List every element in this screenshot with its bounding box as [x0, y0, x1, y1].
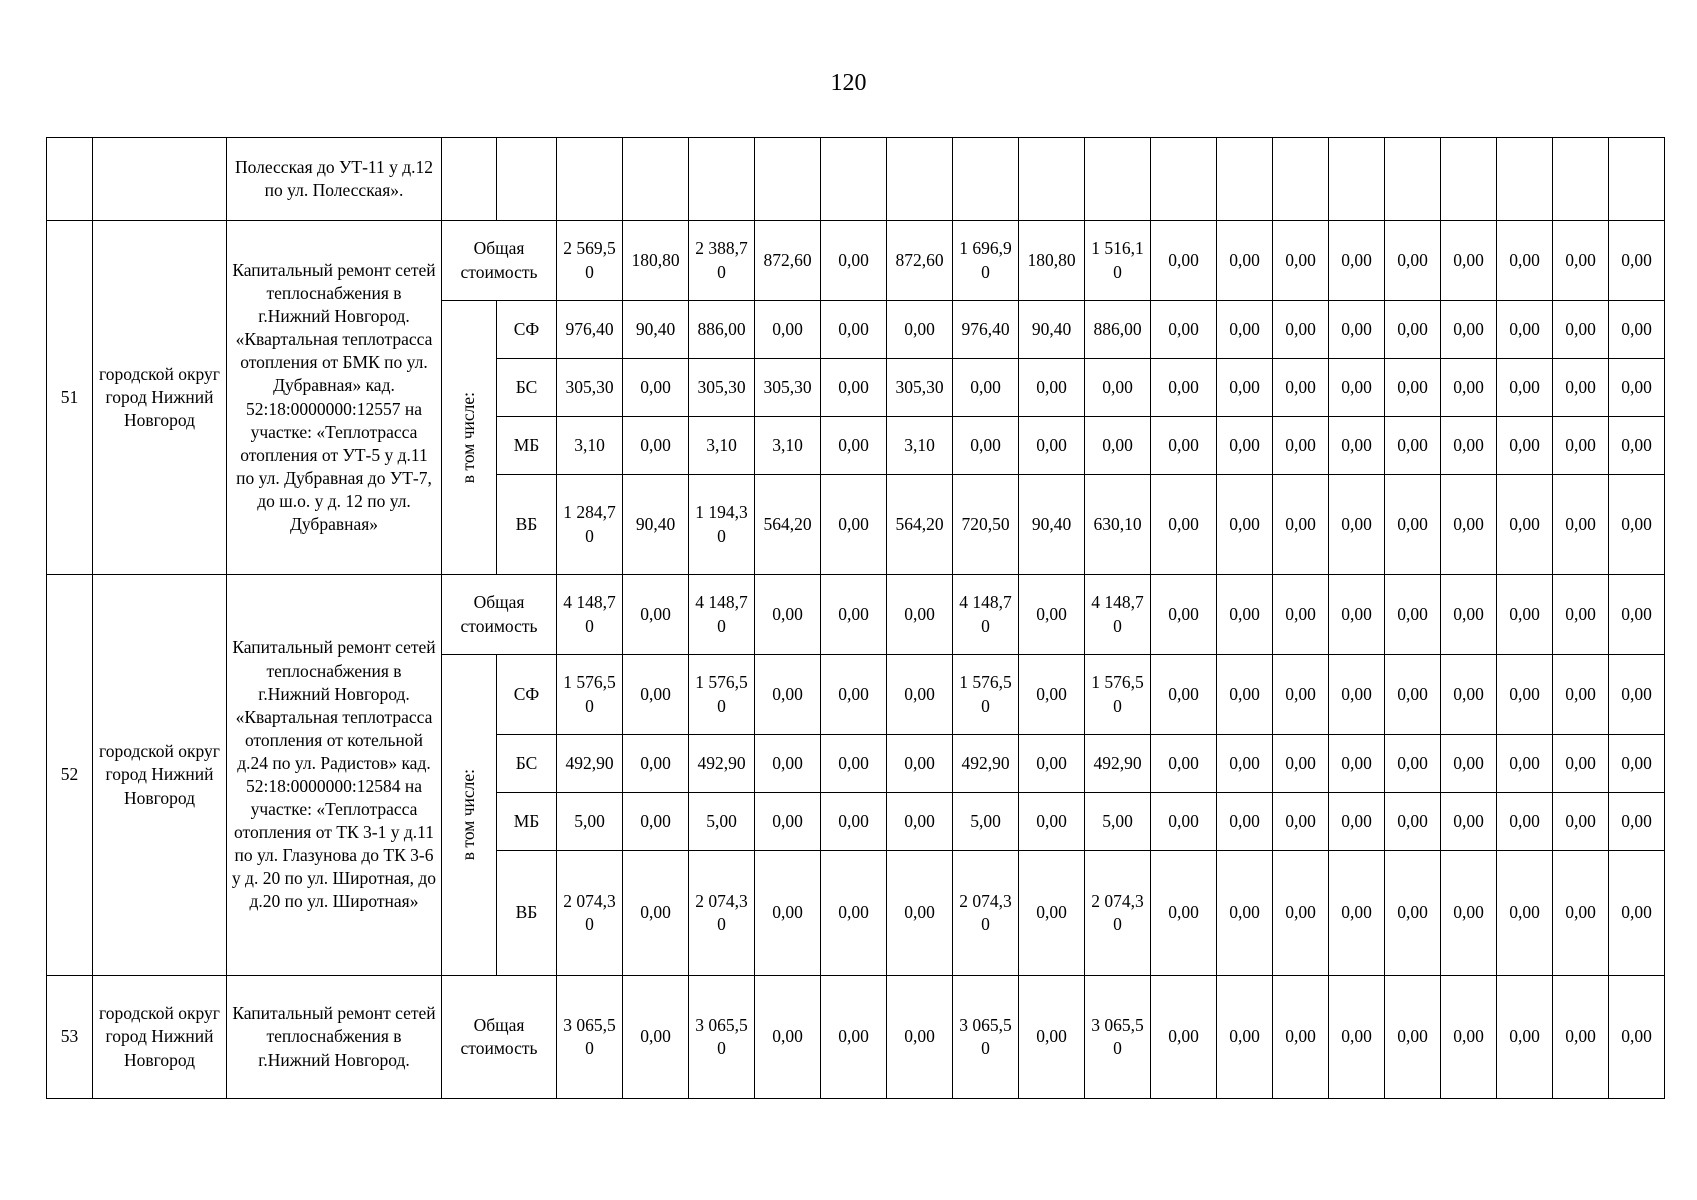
value-cell: 0,00	[821, 735, 887, 793]
value-cell: 720,50	[953, 475, 1019, 575]
value-cell: 0,00	[1217, 221, 1273, 301]
value-cell	[557, 138, 623, 221]
including-label-cell	[442, 301, 497, 575]
value-cell: 0,00	[1441, 575, 1497, 655]
value-cell: 3,10	[887, 417, 953, 475]
value-cell	[1019, 138, 1085, 221]
value-cell: 90,40	[1019, 301, 1085, 359]
value-cell: 0,00	[1385, 851, 1441, 976]
table-row	[47, 575, 1665, 655]
project-description: Капитальный ремонт сетей теплоснабжения в г.Нижний Новгород. «Квартальная теплотрасса отопления от котельной д.24 по ул. Радистов» кад. 52:18:0000000:12584 на участке: «Теплотрасса отопления от ТК 3-1 у д.11 по ул. Глазунова до ТК 3-6 у д. 20 по ул. Широтная, до д.20 по ул. Широтная»	[227, 575, 442, 976]
value-cell: 0,00	[1329, 359, 1385, 417]
value-cell: 0,00	[1329, 301, 1385, 359]
value-cell: 0,00	[1329, 851, 1385, 976]
value-cell: 5,00	[557, 793, 623, 851]
value-cell: 0,00	[1273, 575, 1329, 655]
value-cell: 1 576,50	[557, 655, 623, 735]
value-cell: 0,00	[1385, 976, 1441, 1099]
value-cell: 0,00	[1609, 655, 1665, 735]
value-cell: 0,00	[1441, 655, 1497, 735]
value-cell: 0,00	[623, 417, 689, 475]
value-cell: 0,00	[1497, 793, 1553, 851]
value-cell: 305,30	[887, 359, 953, 417]
value-cell: 0,00	[1441, 301, 1497, 359]
value-cell: 0,00	[887, 301, 953, 359]
cost-type-cell	[442, 138, 497, 221]
value-cell: 0,00	[887, 655, 953, 735]
fund-source-label: ВБ	[497, 475, 557, 575]
value-cell: 2 074,30	[689, 851, 755, 976]
value-cell: 1 576,50	[1085, 655, 1151, 735]
value-cell	[1609, 138, 1665, 221]
value-cell: 305,30	[755, 359, 821, 417]
value-cell: 0,00	[1497, 575, 1553, 655]
value-cell: 976,40	[953, 301, 1019, 359]
value-cell: 492,90	[557, 735, 623, 793]
value-cell: 0,00	[1385, 793, 1441, 851]
value-cell: 0,00	[1151, 301, 1217, 359]
value-cell: 0,00	[1273, 655, 1329, 735]
value-cell: 0,00	[623, 976, 689, 1099]
value-cell: 0,00	[1553, 735, 1609, 793]
project-description: Капитальный ремонт сетей теплоснабжения в г.Нижний Новгород.	[227, 976, 442, 1099]
value-cell: 0,00	[821, 359, 887, 417]
value-cell: 0,00	[1385, 655, 1441, 735]
value-cell: 0,00	[1151, 417, 1217, 475]
value-cell: 0,00	[1385, 359, 1441, 417]
value-cell: 0,00	[623, 359, 689, 417]
value-cell: 0,00	[755, 793, 821, 851]
value-cell	[953, 138, 1019, 221]
fund-source-label: МБ	[497, 417, 557, 475]
value-cell: 1 576,50	[689, 655, 755, 735]
including-label-cell	[442, 655, 497, 976]
value-cell: 0,00	[953, 359, 1019, 417]
value-cell: 0,00	[1553, 475, 1609, 575]
value-cell: 0,00	[1085, 417, 1151, 475]
value-cell: 0,00	[1385, 417, 1441, 475]
value-cell: 0,00	[1553, 417, 1609, 475]
fund-source-label: БС	[497, 735, 557, 793]
value-cell: 0,00	[623, 793, 689, 851]
value-cell: 0,00	[1497, 655, 1553, 735]
value-cell: 0,00	[1329, 417, 1385, 475]
value-cell: 0,00	[1151, 359, 1217, 417]
value-cell: 564,20	[887, 475, 953, 575]
value-cell: 0,00	[1385, 735, 1441, 793]
value-cell: 872,60	[755, 221, 821, 301]
value-cell: 0,00	[887, 793, 953, 851]
value-cell: 3,10	[689, 417, 755, 475]
value-cell: 0,00	[755, 655, 821, 735]
value-cell: 0,00	[1497, 359, 1553, 417]
value-cell: 4 148,70	[557, 575, 623, 655]
value-cell: 0,00	[1609, 976, 1665, 1099]
value-cell: 0,00	[1217, 793, 1273, 851]
value-cell: 492,90	[953, 735, 1019, 793]
value-cell: 630,10	[1085, 475, 1151, 575]
value-cell: 0,00	[1497, 976, 1553, 1099]
value-cell: 1 696,90	[953, 221, 1019, 301]
value-cell: 0,00	[1273, 735, 1329, 793]
value-cell: 0,00	[1273, 475, 1329, 575]
fund-source-label: БС	[497, 359, 557, 417]
value-cell: 90,40	[623, 301, 689, 359]
value-cell: 0,00	[755, 575, 821, 655]
value-cell: 0,00	[1329, 655, 1385, 735]
value-cell: 0,00	[821, 575, 887, 655]
value-cell: 0,00	[1497, 851, 1553, 976]
value-cell: 4 148,70	[689, 575, 755, 655]
value-cell: 0,00	[1553, 976, 1609, 1099]
value-cell: 3 065,50	[1085, 976, 1151, 1099]
value-cell: 0,00	[821, 655, 887, 735]
project-number: 53	[47, 976, 93, 1099]
value-cell: 0,00	[1329, 735, 1385, 793]
value-cell: 0,00	[1151, 475, 1217, 575]
value-cell: 0,00	[1019, 735, 1085, 793]
value-cell: 0,00	[1085, 359, 1151, 417]
value-cell: 0,00	[755, 851, 821, 976]
value-cell	[1441, 138, 1497, 221]
fund-source-cell	[497, 138, 557, 221]
value-cell: 0,00	[623, 655, 689, 735]
including-label: в том числе:	[458, 391, 479, 484]
value-cell: 0,00	[1385, 301, 1441, 359]
value-cell: 0,00	[1273, 851, 1329, 976]
value-cell: 0,00	[1441, 417, 1497, 475]
value-cell: 0,00	[1019, 793, 1085, 851]
value-cell: 5,00	[689, 793, 755, 851]
value-cell: 0,00	[1151, 735, 1217, 793]
value-cell: 0,00	[1441, 735, 1497, 793]
value-cell: 0,00	[1609, 851, 1665, 976]
value-cell: 0,00	[1497, 221, 1553, 301]
value-cell	[1085, 138, 1151, 221]
value-cell: 0,00	[1553, 359, 1609, 417]
project-number: 51	[47, 221, 93, 575]
value-cell	[1151, 138, 1217, 221]
value-cell	[1217, 138, 1273, 221]
value-cell: 0,00	[1329, 793, 1385, 851]
value-cell	[689, 138, 755, 221]
value-cell: 0,00	[1019, 359, 1085, 417]
value-cell	[1329, 138, 1385, 221]
value-cell: 0,00	[1553, 851, 1609, 976]
value-cell: 0,00	[887, 976, 953, 1099]
table-row	[47, 221, 1665, 301]
value-cell	[755, 138, 821, 221]
value-cell: 0,00	[1329, 575, 1385, 655]
value-cell: 0,00	[1553, 221, 1609, 301]
value-cell: 0,00	[1609, 359, 1665, 417]
value-cell: 872,60	[887, 221, 953, 301]
value-cell: 0,00	[1151, 976, 1217, 1099]
value-cell: 0,00	[1151, 793, 1217, 851]
value-cell: 1 576,50	[953, 655, 1019, 735]
value-cell: 564,20	[755, 475, 821, 575]
value-cell: 0,00	[623, 851, 689, 976]
value-cell: 492,90	[689, 735, 755, 793]
value-cell: 0,00	[1019, 976, 1085, 1099]
value-cell: 3 065,50	[953, 976, 1019, 1099]
value-cell: 0,00	[821, 301, 887, 359]
value-cell: 0,00	[1217, 475, 1273, 575]
total-cost-label: Общая стоимость	[442, 575, 557, 655]
fund-source-label: МБ	[497, 793, 557, 851]
value-cell: 886,00	[689, 301, 755, 359]
value-cell: 4 148,70	[953, 575, 1019, 655]
value-cell: 2 074,30	[953, 851, 1019, 976]
value-cell: 0,00	[1609, 417, 1665, 475]
value-cell: 0,00	[821, 475, 887, 575]
value-cell: 0,00	[1553, 575, 1609, 655]
fund-source-label: СФ	[497, 301, 557, 359]
value-cell: 0,00	[1273, 417, 1329, 475]
value-cell: 0,00	[1609, 575, 1665, 655]
value-cell: 0,00	[1273, 221, 1329, 301]
value-cell: 0,00	[1019, 655, 1085, 735]
value-cell: 0,00	[1217, 417, 1273, 475]
value-cell: 0,00	[1553, 793, 1609, 851]
value-cell: 0,00	[1151, 221, 1217, 301]
value-cell: 3,10	[755, 417, 821, 475]
value-cell: 0,00	[1217, 575, 1273, 655]
project-description: Капитальный ремонт сетей теплоснабжения в г.Нижний Новгород. «Квартальная теплотрасса отопления от БМК по ул. Дубравная» кад. 52:18:0000000:12557 на участке: «Теплотрасса отопления от УТ-5 у д.11 по ул. Дубравная до УТ-7, до ш.о. у д. 12 по ул. Дубравная»	[227, 221, 442, 575]
page-number: 120	[830, 70, 867, 96]
municipality: городской округ город Нижний Новгород	[93, 221, 227, 575]
value-cell: 492,90	[1085, 735, 1151, 793]
value-cell: 0,00	[1273, 976, 1329, 1099]
value-cell: 0,00	[887, 575, 953, 655]
value-cell: 0,00	[1217, 976, 1273, 1099]
value-cell: 0,00	[1273, 793, 1329, 851]
value-cell: 0,00	[1019, 851, 1085, 976]
value-cell: 2 569,50	[557, 221, 623, 301]
value-cell: 0,00	[821, 793, 887, 851]
value-cell: 1 194,30	[689, 475, 755, 575]
value-cell	[887, 138, 953, 221]
value-cell: 0,00	[1441, 851, 1497, 976]
municipality-cell	[93, 138, 227, 221]
value-cell: 0,00	[1441, 976, 1497, 1099]
value-cell: 5,00	[953, 793, 1019, 851]
value-cell: 1 516,10	[1085, 221, 1151, 301]
including-label: в том числе:	[458, 769, 479, 861]
value-cell: 0,00	[1441, 359, 1497, 417]
value-cell: 0,00	[821, 417, 887, 475]
value-cell: 305,30	[689, 359, 755, 417]
value-cell: 180,80	[623, 221, 689, 301]
table-row	[47, 976, 1665, 1099]
value-cell: 0,00	[1609, 475, 1665, 575]
value-cell: 0,00	[887, 735, 953, 793]
value-cell: 305,30	[557, 359, 623, 417]
value-cell: 0,00	[821, 976, 887, 1099]
total-cost-label: Общая стоимость	[442, 976, 557, 1099]
value-cell: 0,00	[1609, 301, 1665, 359]
value-cell: 0,00	[821, 851, 887, 976]
total-cost-label: Общая стоимость	[442, 221, 557, 301]
value-cell: 90,40	[1019, 475, 1085, 575]
value-cell: 0,00	[1441, 793, 1497, 851]
value-cell: 0,00	[623, 575, 689, 655]
value-cell: 0,00	[623, 735, 689, 793]
value-cell	[1273, 138, 1329, 221]
municipality: городской округ город Нижний Новгород	[93, 976, 227, 1099]
value-cell	[1497, 138, 1553, 221]
value-cell: 5,00	[1085, 793, 1151, 851]
table-row	[47, 138, 1665, 221]
project-number: 52	[47, 575, 93, 976]
value-cell: 0,00	[1385, 475, 1441, 575]
value-cell: 0,00	[1019, 417, 1085, 475]
project-description: Полесская до УТ-11 у д.12 по ул. Полесская».	[227, 138, 442, 221]
value-cell: 2 074,30	[1085, 851, 1151, 976]
value-cell: 0,00	[1497, 301, 1553, 359]
value-cell: 0,00	[1217, 735, 1273, 793]
value-cell	[1553, 138, 1609, 221]
fund-source-label: ВБ	[497, 851, 557, 976]
value-cell: 4 148,70	[1085, 575, 1151, 655]
value-cell: 0,00	[1609, 793, 1665, 851]
value-cell: 0,00	[1217, 359, 1273, 417]
value-cell	[623, 138, 689, 221]
budget-table	[46, 137, 1665, 1099]
value-cell: 0,00	[1217, 655, 1273, 735]
value-cell: 0,00	[1273, 359, 1329, 417]
municipality: городской округ город Нижний Новгород	[93, 575, 227, 976]
value-cell: 0,00	[1609, 221, 1665, 301]
fund-source-label: СФ	[497, 655, 557, 735]
value-cell: 1 284,70	[557, 475, 623, 575]
value-cell: 0,00	[1441, 475, 1497, 575]
value-cell: 0,00	[755, 735, 821, 793]
value-cell: 3,10	[557, 417, 623, 475]
value-cell: 0,00	[1385, 575, 1441, 655]
value-cell: 0,00	[1151, 851, 1217, 976]
value-cell: 0,00	[755, 301, 821, 359]
value-cell: 90,40	[623, 475, 689, 575]
value-cell: 0,00	[887, 851, 953, 976]
value-cell	[821, 138, 887, 221]
value-cell: 0,00	[1217, 851, 1273, 976]
value-cell: 0,00	[1497, 475, 1553, 575]
value-cell: 0,00	[1217, 301, 1273, 359]
value-cell: 0,00	[1553, 655, 1609, 735]
value-cell: 0,00	[953, 417, 1019, 475]
value-cell: 180,80	[1019, 221, 1085, 301]
value-cell: 0,00	[1019, 575, 1085, 655]
value-cell: 0,00	[1385, 221, 1441, 301]
value-cell: 0,00	[821, 221, 887, 301]
value-cell: 0,00	[1151, 655, 1217, 735]
value-cell: 3 065,50	[557, 976, 623, 1099]
value-cell: 0,00	[1329, 976, 1385, 1099]
value-cell: 0,00	[1273, 301, 1329, 359]
value-cell: 0,00	[1441, 221, 1497, 301]
value-cell: 3 065,50	[689, 976, 755, 1099]
value-cell: 0,00	[1151, 575, 1217, 655]
value-cell: 0,00	[1497, 735, 1553, 793]
value-cell: 0,00	[1329, 221, 1385, 301]
value-cell: 0,00	[1553, 301, 1609, 359]
value-cell: 0,00	[1497, 417, 1553, 475]
value-cell: 2 388,70	[689, 221, 755, 301]
value-cell: 0,00	[1609, 735, 1665, 793]
value-cell: 2 074,30	[557, 851, 623, 976]
value-cell: 886,00	[1085, 301, 1151, 359]
value-cell: 976,40	[557, 301, 623, 359]
project-number-cell	[47, 138, 93, 221]
value-cell	[1385, 138, 1441, 221]
value-cell: 0,00	[1329, 475, 1385, 575]
value-cell: 0,00	[755, 976, 821, 1099]
